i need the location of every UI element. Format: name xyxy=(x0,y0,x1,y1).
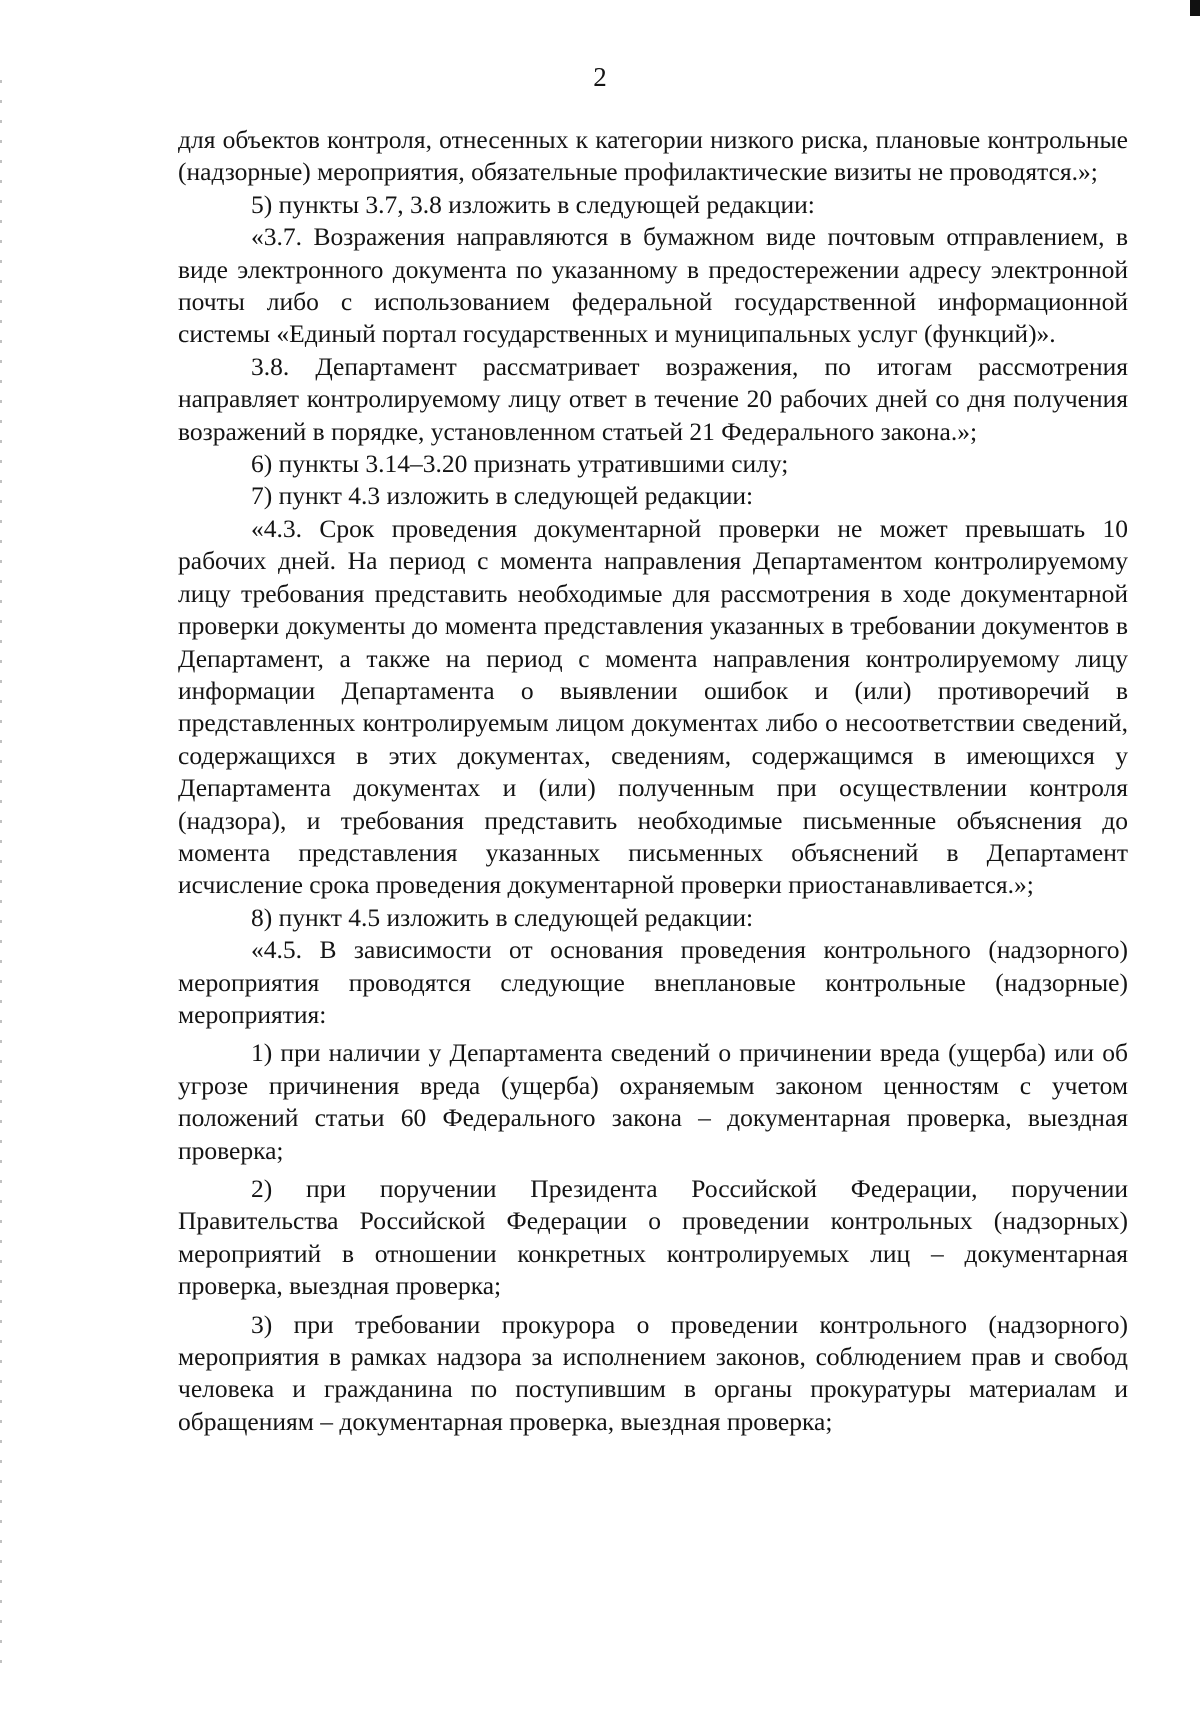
paragraph: 3) при требовании прокурора о проведении контрольного (надзорного) мероприятия в рамках надзора за исполнением законов, соблюдением прав и свобод человека и гражданина по поступившим в органы прокуратуры материалам и обращениям – документарная проверка, выездная проверка; xyxy=(178,1309,1128,1436)
paragraph: «3.7. Возражения направляются в бумажном виде почтовым отправлением, в виде электронного документа по указанному в предостережении адресу электронной почты либо с использованием федеральной государственной информационной системы «Единый портал государственных и муниципальных услуг (функций)». xyxy=(178,222,1128,349)
paragraph: 1) при наличии у Департамента сведений о причинении вреда (ущерба) или об угрозе причинения вреда (ущерба) охраняемым законом ценностям с учетом положений статьи 60 Федерального закона – документарная проверка, выездная проверка; xyxy=(178,1038,1128,1165)
scan-corner-mark xyxy=(1190,0,1200,16)
paragraph: 3.8. Департамент рассматривает возражения, по итогам рассмотрения направляет контролируемому лицу ответ в течение 20 рабочих дней со дня получения возражений в порядке, установленном статьей 21 Федерального закона.»; xyxy=(178,351,1128,446)
document-body xyxy=(178,124,1128,1438)
scan-edge-artifact xyxy=(0,80,2,1680)
paragraph: для объектов контроля, отнесенных к категории низкого риска, плановые контрольные (надзорные) мероприятия, обязательные профилактические визиты не проводятся.»; xyxy=(178,125,1128,187)
paragraph: «4.3. Срок проведения документарной проверки не может превышать 10 рабочих дней. На период с момента направления Департаментом контролируемому лицу требования представить необходимые для рассмотрения в ходе документарной проверки документы до момента представления указанных в требовании документов в Департамент, а также на период с момента направления контролируемому лицу информации Департамента о выявлении ошибок и (или) противоречий в представленных контролируемым лицом документах либо о несоответствии сведений, содержащихся в этих документах, сведениям, содержащимся в имеющихся у Департамента документах и (или) полученным при осуществлении контроля (надзора), и требования представить необходимые письменные объяснения до момента представления указанных письменных объяснений в Департамент исчисление срока проведения документарной проверки приостанавливается.»; xyxy=(178,513,1128,900)
paragraph: 8) пункт 4.5 изложить в следующей редакции: xyxy=(251,902,754,932)
paragraph: 6) пункты 3.14–3.20 признать утратившими силу; xyxy=(251,449,789,479)
paragraph: «4.5. В зависимости от основания проведения контрольного (надзорного) мероприятия проводятся следующие внеплановые контрольные (надзорные) мероприятия: xyxy=(178,935,1128,1029)
paragraph: 2) при поручении Президента Российской Федерации, поручении Правительства Российской Федерации о проведении контрольных (надзорных) мероприятий в отношении конкретных контролируемых лиц – документарная проверка, выездная проверка; xyxy=(178,1174,1128,1301)
paragraph: 7) пункт 4.3 изложить в следующей редакции: xyxy=(251,481,754,511)
page-number: 2 xyxy=(593,62,607,92)
paragraph: 5) пункты 3.7, 3.8 изложить в следующей редакции: xyxy=(251,189,815,219)
